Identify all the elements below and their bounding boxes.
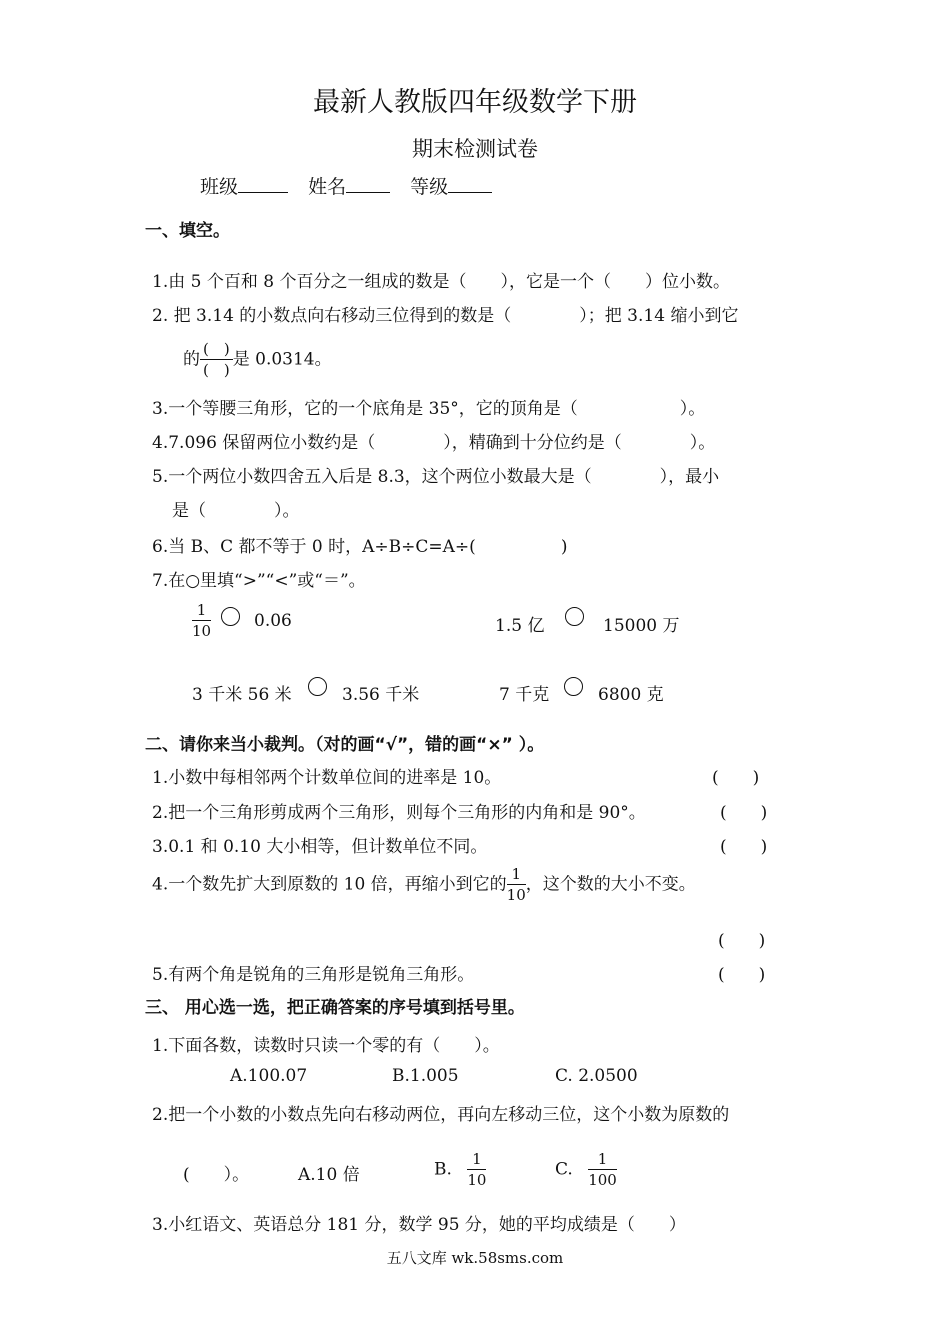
q2-fraction: [200, 342, 233, 378]
compare-right-2: 15000 万: [603, 616, 680, 636]
compare-circle-2[interactable]: [565, 607, 584, 626]
compare-circle-4[interactable]: [564, 677, 583, 696]
footer-watermark: 五八文库 wk.58sms.com: [386, 1249, 564, 1267]
class-blank: [238, 174, 288, 193]
q2-suffix: 是 0.0314。: [232, 349, 332, 370]
s3-q2-b-num: 1: [467, 1152, 486, 1170]
s3-q1-option-b: B.1.005: [392, 1066, 459, 1086]
s2-q4-prefix: 4.一个数先扩大到原数的 10 倍，再缩小到它的: [152, 874, 507, 895]
s3-q2-b-fraction: [467, 1152, 486, 1188]
s2-answer-4[interactable]: ( ): [718, 931, 766, 951]
s3-q2-b-den: 10: [467, 1171, 487, 1189]
s1-question-6: 6.当 B、C 都不等于 0 时，A÷B÷C=A÷( ): [152, 537, 568, 557]
class-label: 班级: [200, 176, 239, 198]
section3-heading: 三、 用心选一选，把正确答案的序号填到括号里。: [145, 998, 525, 1018]
s1-question-2-cont: [183, 342, 332, 378]
compare-left-2: 1.5 亿: [495, 616, 545, 636]
compare-frac-num: 1: [192, 603, 211, 621]
s3-question-3: 3.小红语文、英语总分 181 分，数学 95 分，她的平均成绩是（ ）: [152, 1215, 686, 1235]
s3-q2-c-fraction: [588, 1152, 617, 1188]
compare-circle-1[interactable]: [221, 607, 240, 626]
s2-answer-2[interactable]: ( ): [720, 803, 768, 823]
s3-q2-c-num: 1: [588, 1152, 617, 1170]
s3-q2-option-a: A.10 倍: [298, 1165, 360, 1185]
name-label: 姓名: [308, 176, 347, 198]
s2-q4-frac-num: 1: [507, 867, 526, 885]
s2-answer-3[interactable]: ( ): [720, 837, 768, 857]
compare-fraction: [192, 603, 211, 639]
s3-q1-option-a: A.100.07: [230, 1066, 308, 1086]
s1-question-5-cont: 是（ ）。: [172, 501, 300, 521]
s3-q2-option-b: [434, 1152, 486, 1188]
page-subtitle: 期末检测试卷: [412, 137, 538, 161]
s3-q1-option-c: C. 2.0500: [555, 1066, 638, 1086]
compare-left-3: 3 千米 56 米: [192, 685, 292, 705]
s3-q2-c-den: 100: [588, 1171, 617, 1189]
grade-blank: [448, 174, 492, 193]
q2-frac-den: ( ): [203, 361, 230, 379]
section1-heading: 一、填空。: [145, 221, 230, 241]
s3-question-1: 1.下面各数，读数时只读一个零的有（ ）。: [152, 1036, 500, 1056]
s2-question-1: 1.小数中每相邻两个计数单位间的进率是 10。: [152, 768, 502, 788]
s1-question-5: 5.一个两位小数四舍五入后是 8.3，这个两位小数最大是（ ），最小: [152, 467, 720, 487]
compare-left-4: 7 千克: [499, 685, 550, 705]
name-blank: [346, 174, 390, 193]
s1-question-3: 3.一个等腰三角形，它的一个底角是 35°，它的顶角是（ ）。: [152, 399, 706, 419]
compare-fraction-item: [192, 603, 211, 639]
page-title: 最新人教版四年级数学下册: [313, 87, 637, 118]
s2-question-5: 5.有两个角是锐角的三角形是锐角三角形。: [152, 965, 475, 985]
s2-answer-1[interactable]: ( ): [712, 768, 760, 788]
s3-question-2: 2.把一个小数的小数点先向右移动两位，再向左移动三位，这个小数为原数的: [152, 1105, 730, 1125]
s2-q4-suffix: ，这个数的大小不变。: [525, 874, 696, 895]
q2-prefix: 的: [183, 349, 200, 370]
s2-q4-frac-den: 10: [506, 886, 526, 904]
s1-question-1: 1.由 5 个百和 8 个百分之一组成的数是（ ），它是一个（ ）位小数。: [152, 272, 730, 292]
s2-q4-fraction: [507, 867, 526, 903]
s1-question-4: 4.7.096 保留两位小数约是（ ），精确到十分位约是（ ）。: [152, 433, 716, 453]
compare-right-3: 3.56 千米: [342, 685, 420, 705]
compare-frac-den: 10: [192, 622, 212, 640]
s3-q2-paren: ( ）。: [183, 1165, 250, 1185]
compare-right-4: 6800 克: [598, 685, 664, 705]
compare-right-1: 0.06: [254, 611, 292, 631]
section2-heading: 二、请你来当小裁判。（对的画“√”，错的画“×” ）。: [145, 735, 545, 755]
s2-question-3: 3.0.1 和 0.10 大小相等，但计数单位不同。: [152, 837, 488, 857]
compare-circle-3[interactable]: [308, 677, 327, 696]
s2-answer-5[interactable]: ( ): [718, 965, 766, 985]
s1-question-2: 2. 把 3.14 的小数点向右移动三位得到的数是（ ）；把 3.14 缩小到它: [152, 306, 739, 326]
s3-q2-option-c: [555, 1152, 617, 1188]
s1-question-7: 7.在○里填“>”“<”或“＝”。: [152, 571, 366, 591]
s3-q2-c-label: C.: [555, 1159, 573, 1180]
q2-frac-num: ( ): [200, 342, 233, 360]
s2-question-2: 2.把一个三角形剪成两个三角形，则每个三角形的内角和是 90°。: [152, 803, 646, 823]
s3-q2-b-label: B.: [434, 1159, 452, 1180]
student-info: [200, 172, 506, 199]
grade-label: 等级: [410, 176, 449, 198]
s2-question-4: [152, 867, 696, 903]
